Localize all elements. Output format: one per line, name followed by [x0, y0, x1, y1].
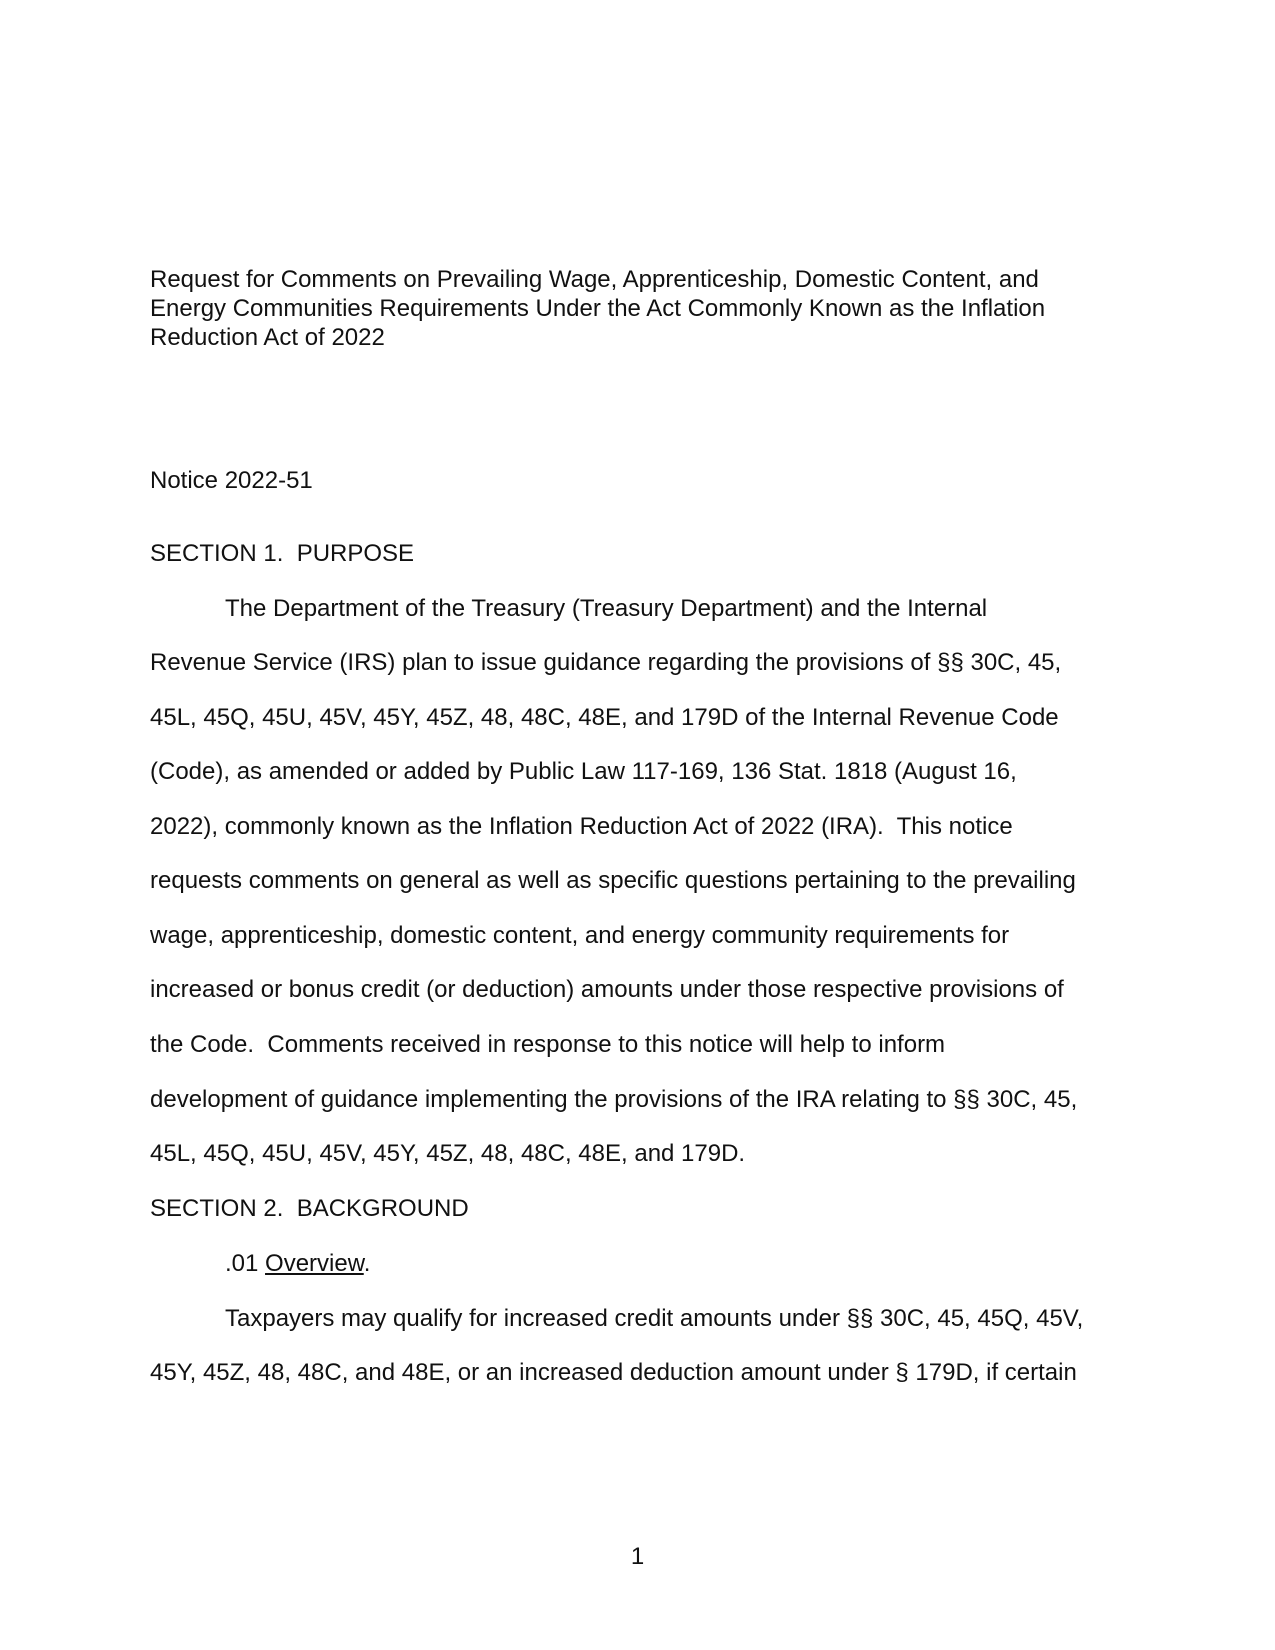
subsection-heading — [225, 1249, 370, 1278]
paragraph-line: development of guidance implementing the provisions of the IRA relating to §§ 30C, 45, — [150, 1086, 1078, 1113]
subsection-title: Overview — [265, 1250, 364, 1277]
document-title — [150, 265, 1150, 352]
paragraph-line: 2022), commonly known as the Inflation Reduction Act of 2022 (IRA). This notice — [150, 813, 1013, 840]
paragraph-line: 45Y, 45Z, 48, 48C, and 48E, or an increased deduction amount under § 179D, if certain — [150, 1359, 1077, 1386]
paragraph-line: Revenue Service (IRS) plan to issue guidance regarding the provisions of §§ 30C, 45, — [150, 649, 1062, 676]
section-1-heading: SECTION 1. PURPOSE — [150, 540, 415, 567]
title-line: Request for Comments on Prevailing Wage, Apprenticeship, Domestic Content, and — [150, 266, 1039, 293]
subsection-number: .01 — [225, 1250, 266, 1277]
page-number: 1 — [630, 1543, 645, 1570]
paragraph-line: 45L, 45Q, 45U, 45V, 45Y, 45Z, 48, 48C, 48E, and 179D of the Internal Revenue Code — [150, 704, 1059, 731]
paragraph-line: increased or bonus credit (or deduction) amounts under those respective provisions of — [150, 976, 1064, 1003]
paragraph-line: 45L, 45Q, 45U, 45V, 45Y, 45Z, 48, 48C, 48E, and 179D. — [150, 1140, 746, 1167]
paragraph-line: Taxpayers may qualify for increased credit amounts under §§ 30C, 45, 45Q, 45V, — [225, 1305, 1084, 1332]
paragraph-line: wage, apprenticeship, domestic content, and energy community requirements for — [150, 922, 1010, 949]
paragraph-line: the Code. Comments received in response to this notice will help to inform — [150, 1031, 946, 1058]
subsection-period: . — [363, 1250, 371, 1277]
notice-number: Notice 2022-51 — [150, 467, 313, 494]
title-line: Energy Communities Requirements Under the Act Commonly Known as the Inflation — [150, 295, 1046, 322]
paragraph-line: requests comments on general as well as specific questions pertaining to the prevailing — [150, 867, 1076, 894]
section-2-heading: SECTION 2. BACKGROUND — [150, 1195, 469, 1222]
paragraph-line: (Code), as amended or added by Public Law 117-169, 136 Stat. 1818 (August 16, — [150, 758, 1017, 785]
title-line: Reduction Act of 2022 — [150, 324, 385, 351]
paragraph-line: The Department of the Treasury (Treasury Department) and the Internal — [225, 595, 988, 622]
